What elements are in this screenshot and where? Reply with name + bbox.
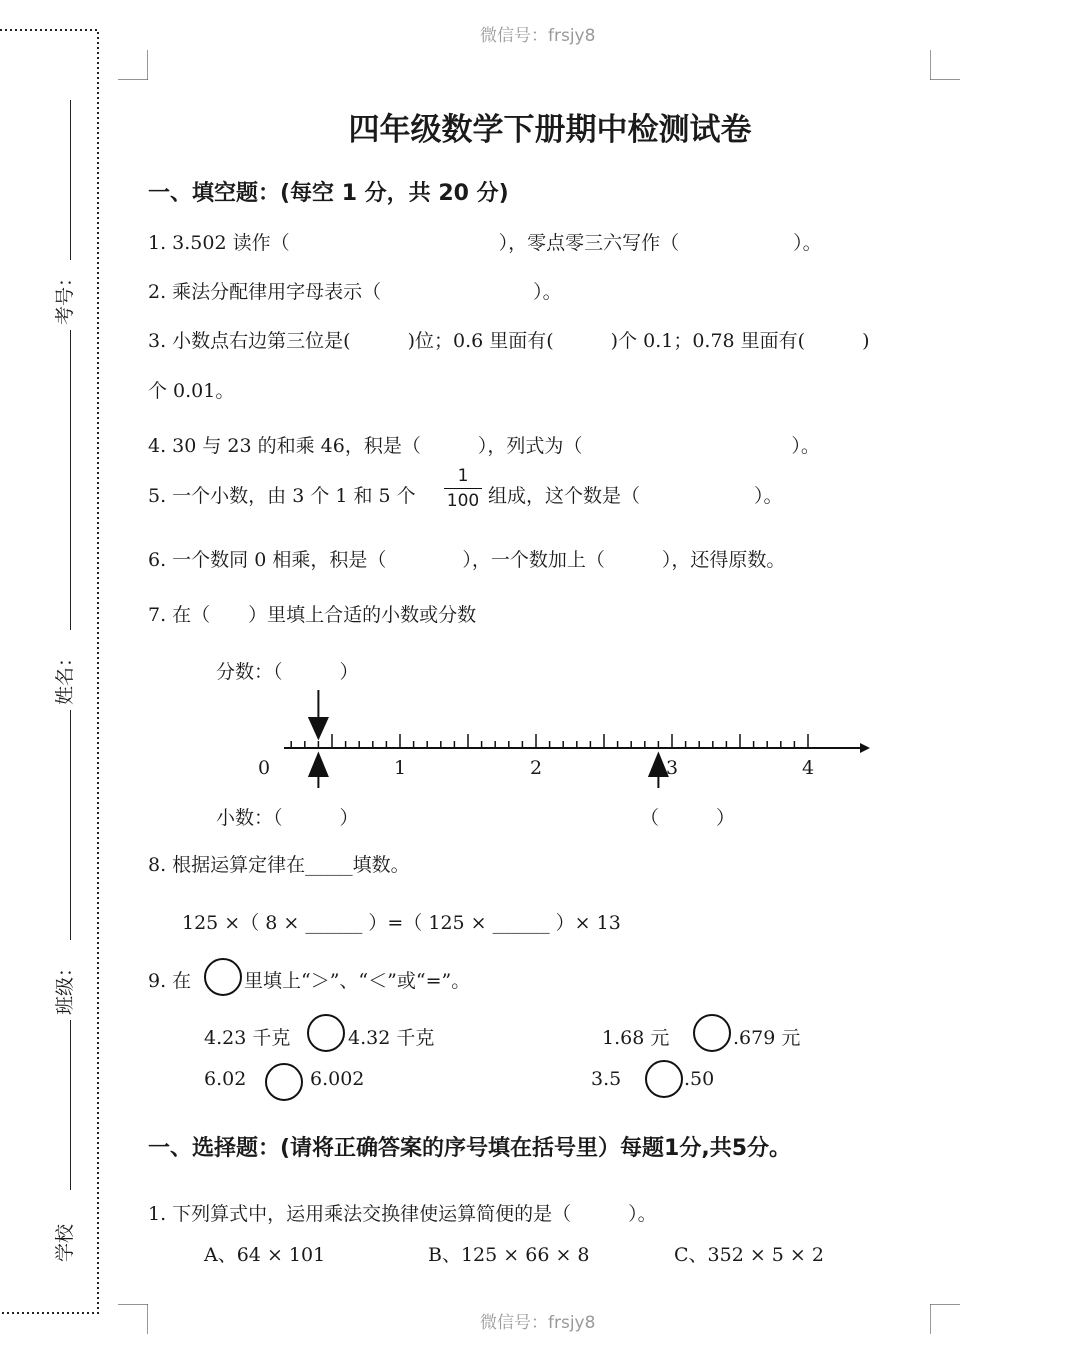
name-label: 姓名： <box>54 647 76 705</box>
watermark-bottom: 微信号：frsjy8 <box>480 1313 596 1333</box>
fraction-numerator: 1 <box>457 466 469 486</box>
question-1-8-expr: 125 ×（ 8 × ______ ）=（ 125 × ______ ）× 13 <box>182 912 621 934</box>
question-1-9-a: 9. 在 <box>148 970 192 992</box>
question-2-1: 1. 下列算式中，运用乘法交换律使运算简便的是（ ）。 <box>148 1203 657 1225</box>
compare-3-left: 6.02 <box>204 1068 247 1090</box>
number-line-label: 1 <box>393 757 407 779</box>
decimal-label: 小数：（ ） <box>216 807 359 829</box>
question-1-5-a: 5. 一个小数，由 3 个 1 和 5 个 <box>148 485 416 507</box>
class-line-lower <box>70 1020 71 1190</box>
fraction-label: 分数：（ ） <box>216 661 359 683</box>
fraction-denominator: 100 <box>446 491 480 511</box>
compare-2-right: .679 元 <box>733 1027 801 1049</box>
exam-no-line-lower <box>70 330 71 630</box>
fraction-bar <box>444 488 482 489</box>
corner-mark-br <box>930 1304 960 1334</box>
compare-1-right: 4.32 千克 <box>348 1027 435 1049</box>
page-title: 四年级数学下册期中检测试卷 <box>348 112 752 148</box>
number-line <box>240 680 880 800</box>
question-1-6: 6. 一个数同 0 相乘，积是（ ），一个数加上（ ），还得原数。 <box>148 549 786 571</box>
question-1-1: 1. 3.502 读作（ ），零点零三六写作（ ）。 <box>148 232 822 254</box>
number-line-arrows <box>309 690 667 788</box>
arrow-down-marker <box>309 690 327 738</box>
compare-3-circle[interactable] <box>265 1063 303 1101</box>
compare-4-circle[interactable] <box>645 1060 683 1098</box>
number-line-label: 3 <box>665 757 679 779</box>
number-line-label: 4 <box>801 757 815 779</box>
compare-4-left: 3.5 <box>591 1068 622 1090</box>
exam-no-label: 考号： <box>54 267 76 325</box>
question-1-9-b: 里填上“＞”、“＜”或“=”。 <box>244 970 471 992</box>
question-1-4: 4. 30 与 23 的和乘 46，积是（ ），列式为（ ）。 <box>148 435 820 457</box>
question-1-3: 3. 小数点右边第三位是( )位；0.6 里面有( )个 0.1；0.78 里面有( ) <box>148 330 870 352</box>
arrow-up-marker <box>649 754 667 788</box>
school-label: 学校 <box>54 1223 76 1262</box>
compare-1-circle[interactable] <box>307 1014 345 1052</box>
corner-mark-tl <box>118 50 148 80</box>
section1-header: 一、填空题：(每空 1 分，共 20 分) <box>148 181 509 206</box>
number-line-arrowhead <box>860 743 870 753</box>
compare-3-right: 6.002 <box>310 1068 365 1090</box>
compare-2-left: 1.68 元 <box>602 1027 670 1049</box>
fraction-1-100 <box>442 466 484 511</box>
compare-circle-example <box>204 958 242 996</box>
corner-mark-bl <box>118 1304 148 1334</box>
option-b: B、125 × 66 × 8 <box>428 1244 590 1266</box>
number-line-labels <box>258 757 814 779</box>
question-1-2: 2. 乘法分配律用字母表示（ ）。 <box>148 281 562 303</box>
compare-2-circle[interactable] <box>693 1014 731 1052</box>
class-label: 班级： <box>54 957 76 1015</box>
arrow-up-marker <box>309 754 327 788</box>
question-1-5-b: 组成，这个数是（ ）。 <box>488 485 783 507</box>
question-1-3-cont: 个 0.01。 <box>148 380 235 402</box>
number-line-label: 2 <box>529 757 543 779</box>
name-line-lower <box>70 710 71 940</box>
question-1-7: 7. 在（ ）里填上合适的小数或分数 <box>148 604 477 626</box>
decimal-blank-2: （ ） <box>640 807 736 829</box>
section2-header: 一、选择题：(请将正确答案的序号填在括号里）每题1分,共5分。 <box>148 1136 792 1161</box>
compare-4-right: .50 <box>684 1068 715 1090</box>
number-line-label: 0 <box>257 757 271 779</box>
option-a: A、64 × 101 <box>204 1244 326 1266</box>
compare-1-left: 4.23 千克 <box>204 1027 291 1049</box>
question-1-8: 8. 根据运算定律在_____填数。 <box>148 854 410 876</box>
watermark-top: 微信号：frsjy8 <box>480 26 596 46</box>
option-c: C、352 × 5 × 2 <box>674 1244 824 1266</box>
corner-mark-tr <box>930 50 960 80</box>
number-line-ticks <box>291 734 808 748</box>
